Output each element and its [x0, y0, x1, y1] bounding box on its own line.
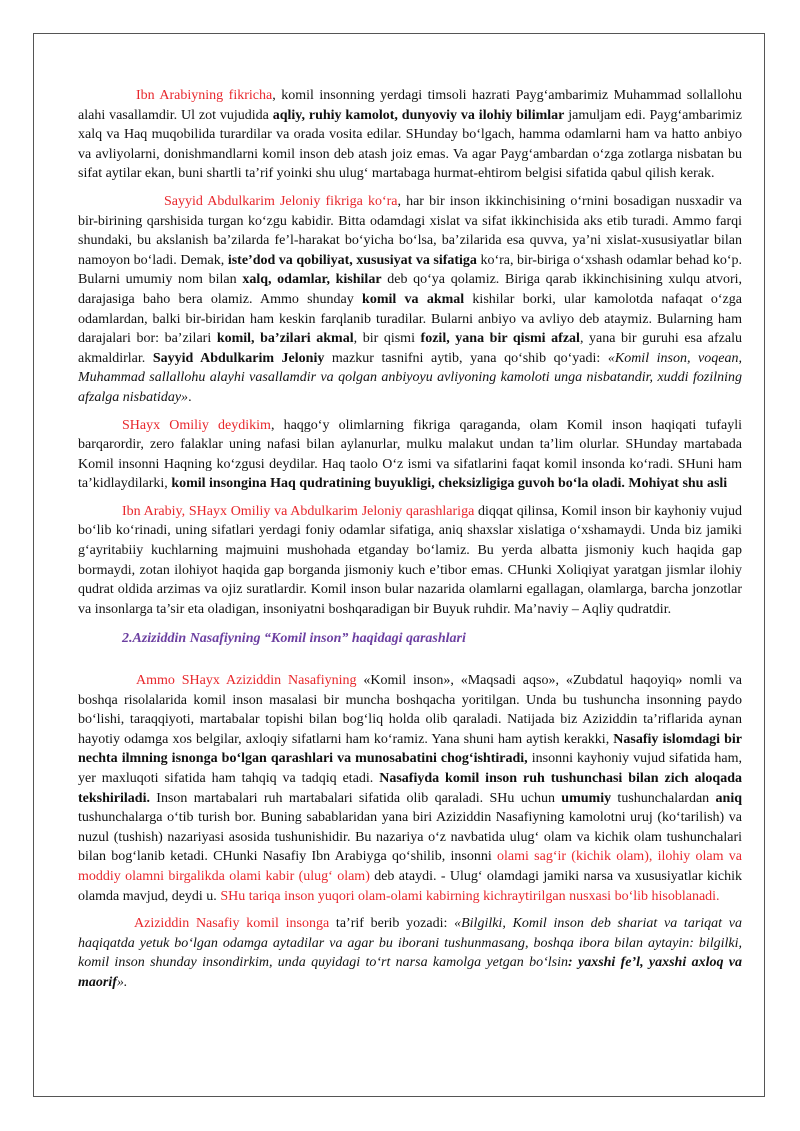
red-lead: Ammo SHayx Aziziddin Nasafiyning: [136, 673, 357, 689]
section-heading: 2.Aziziddin Nasafiyning “Komil inson” haqidagi qarashlari: [122, 631, 466, 647]
quote: «Bilgilki, Komil inson deb shariat va tariqat va haqiqatda yetuk bo‘lgan odamga aytadilar va agar bu iborani tushunmasang, boshqa ibora bilan aytayin: bilgilki, komil inson shunday insondirkim, unda quyidagi to‘rt narsa kamolga yetgan bo‘lsin: [78, 916, 743, 971]
red-lead: Ibn Arabiy, SHayx Omiliy va Abdulkarim Jeloniy qarashlariga: [122, 503, 475, 519]
paragraph-nasafiy-definition: Aziziddin Nasafiy komil insonga ta’rif berib yozadi: «Bilgilki, Komil inson deb shariat va tariqat va haqiqatda yetuk bo‘lgan odamga aytadilar va agar bu iborani tushunmasang, boshqa ibora bilan aytayin: bilgilki, komil inson shunday insondirkim, unda quyidagi to‘rt narsa kamolga yetgan bo‘lsin: yaxshi fe’l, yaxshi axloq va maorif».: [78, 916, 743, 990]
paragraph-jeloniy: Sayyid Abdulkarim Jeloniy fikriga ko‘ra, har bir inson ikkinchisining o‘rnini bosadigan nusxadir va bir-birining qarshisida turgan ko‘zgu kabidir. Bitta odamdagi xislat va sifat ikkinchisida aks etib turadi. Ammo farqi shundaki, bu akslanish ba’zilarda fe’l-harakat bo‘yicha bo‘lsa, ba’zilarida esa quvva, ya’ni xislat-xususiyatlar bilan namoyon bo‘ladi. Demak, iste’dod va qobiliyat, xususiyat va sifatiga ko‘ra, bir-biriga o‘xshash odamlar behad ko‘p. Bularni umumiy nom bilan xalq, odamlar, kishilar deb qo‘ya qolamiz. Biriga qarab ikkinchisining xulqu atvori, darajasiga baho bera olamiz. Ammo shunday komil va akmal kishilar borki, ular kamolotda nafaqat o‘zga odamlardan, balki bir-biridan ham keskin farqlanib turadilar. Bularni anbiyo va avliyo deb ataymiz. Bularning ham darajalari bor: ba’zilari komil, ba’zilari akmal, bir qismi fozil, yana bir qismi afzal, yana bir guruhi esa afzalu akmaldirlar. Sayyid Abdulkarim Jeloniy mazkur tasnifni aytib, yana qo‘shib qo‘yadi: «Komil inson, voqean, Muhammad sallallohu alayhi vasallamdir va qolgan anbiyoyu avliyoning kamoloti unga nisbatandir, xuddi fozilning afzalga nisbatiday».: [78, 193, 743, 405]
paragraph-nasafiy: Ammo SHayx Aziziddin Nasafiyning «Komil inson», «Maqsadi aqso», «Zubdatul haqoyiq» nomli va boshqa risolalarida komil inson masalasi bir muncha boshqacha yoritilgan. Unda bu tushuncha insonning paydo bo‘lishi, taraqqiyoti, martabalar topishi bilan bog‘liq holda olib qaraladi. Natijada biz Aziziddin ta’riflarida aynan hayotiy odamga xos belgilar, axloqiy sifatlarni ham ko‘ramiz. Yana shuni ham aytish kerakki, Nasafiy islomdagi bir nechta ilmning isnonga bo‘lgan qarashlari va munosabatini chog‘ishtiradi, insonni kayhoniy vujud sifatida ham, yer maxluqoti sifatida ham tahqiq va tadqiq etadi. Nasafiyda komil inson ruh tushunchasi bilan zich aloqada tekshiriladi. Inson martabalari ruh martabalari sifatida olib qaraladi. SHu uchun umumiy tushunchalardan aniq tushunchalarga o‘tib turish bor. Buning sabablaridan yana biri Aziziddin Nasafiyning kamolotni uruj (ko‘tarilish) va nuzul (tushish) nazariyasi asosida tushunishidir. Bu nazariya o‘z navbatida ulug‘ olam va kichik olam tushunchalari bilan bog‘lanib ketadi. CHunki Nasafiy Ibn Arabiyga qo‘shilib, insonni olami sag‘ir (kichik olam), ilohiy olam va moddiy olamni birgalikda olami kabir (ulug‘ olam) deb ataydi. - Ulug‘ olamdagi jamiki narsa va xususiyatlar kichik olamda mavjud, deydi u. SHu tariqa inson yuqori olam-olami kabirning kichraytirilgan nusxasi bo‘lib hisoblanadi.: [78, 673, 742, 904]
red-lead: Ibn Arabiyning fikricha: [136, 88, 273, 103]
paragraph-omiliy: SHayx Omiliy deydikim, haqgo‘y olimlarning fikriga qaraganda, olam Komil inson haqiqati tufayli barqarordir, zero falaklar uning nafasi bilan aylanurlar, mulku malakut undan ta’lim olurlar. SHunday martabada Komil insonni Haqning ko‘zgusi deydilar. Haq taolo O‘z ismi va sifatlarini faqat komil insonda ko‘radi. SHuni ham ta’kidlaydilarki, komil insongina Haq qudratining buyukligi, cheksizligiga guvoh bo‘la oladi. Mohiyat shu asli: [78, 417, 742, 492]
paragraph-summary: Ibn Arabiy, SHayx Omiliy va Abdulkarim Jeloniy qarashlariga diqqat qilinsa, Komil inson bir kayhoniy vujud bo‘lib ko‘rinadi, uning sifatlari yerdagi foniy odamlar sifatiga, aniq shaxslar xislatiga o‘xshamaydi. Unda biz jamiki g‘ayritabiiy kuchlarning majmuini mushohada etganday bo‘lamiz. Bu yerda albatta jismoniy kuch haqida gap bormaydi, zotan ilohiyot haqida gap borganda jismoniy kuch e’tibor emas. CHunki Xoliqiyat yaratgan jismlar ilohiy qudrat oldida arzimas va ojiz suratlardir. Komil inson bular nazarida olamlarni egallagan, olamlarga, barcha jonzotlar va insonlarga ta’sir eta oladigan, insoniyatni boshqaradigan bir Buyuk ruhdir. Ma’naviy – Aqliy qudratdir.: [78, 503, 742, 617]
red-lead: Aziziddin Nasafiy komil insonga: [134, 916, 330, 932]
paragraph-ibn-arabiy: Ibn Arabiyning fikricha, komil insonning yerdagi timsoli hazrati Payg‘ambarimiz Muhammad sollallohu alahi vasallamdir. Ul zot vujudida aqliy, ruhiy kamolot, dunyoviy va ilohiy bilimlar jamuljam edi. Payg‘ambarimiz xalq va Haq muqobilida turardilar va orada vosita edilar. SHunday bo‘lgach, hamma odamlarni ham va hatto anbiyo va avliyolarni, donishmandlarni komil inson deb atash joiz emas. Va agar Payg‘ambardan o‘zga zotlarga nisbatan bu sifat aytilar ekan, buni shartli ta’rif yoinki shu ulug‘ martabaga hurmat-ehtirom belgisi sifatida qabul qilish kerak.: [78, 88, 742, 182]
red-lead: Sayyid Abdulkarim Jeloniy fikriga ko‘ra: [164, 193, 398, 209]
quote: «Komil inson, voqean, Muhammad sallallohu alayhi vasallamdir va qolgan anbiyoyu avliyoning kamoloti unga nisbatandir, xuddi fozilning afzalga nisbatiday»: [78, 350, 742, 405]
document-body: [78, 86, 742, 1001]
red-lead: SHayx Omiliy deydikim: [122, 417, 271, 433]
